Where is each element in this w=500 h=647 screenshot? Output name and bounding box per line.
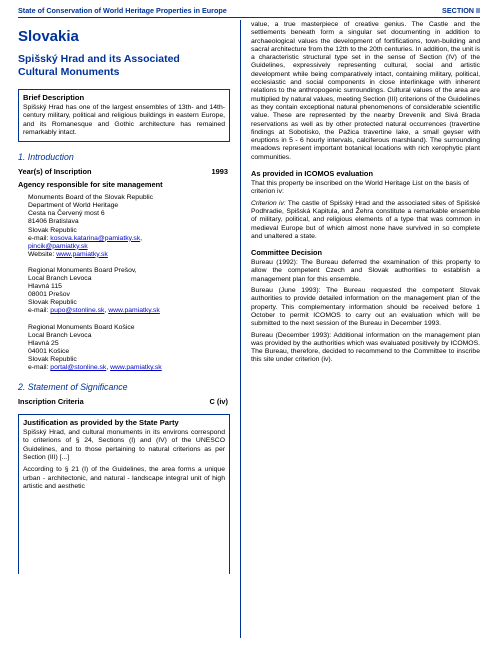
criterion-lead: Criterion iv: [251, 199, 286, 207]
address-line: Hlavná 115 [28, 283, 62, 291]
icomos-text-2 [251, 200, 480, 241]
address-line: Monuments Board of the Slovak Republic [28, 194, 154, 202]
agency-address-1 [28, 194, 230, 259]
separator: , [140, 234, 143, 242]
address-line: Hlavná 25 [28, 339, 59, 347]
address-line: Cesta na Červený most 6 [28, 210, 105, 218]
email-prefix: e-mail: [28, 363, 51, 371]
address-line: Slovak Republic [28, 299, 77, 307]
agency-address-2 [28, 267, 230, 316]
email-prefix: e-mail: [28, 234, 51, 242]
introduction-heading: 1. Introduction [18, 152, 74, 163]
email-line [28, 364, 230, 372]
justification-box [18, 414, 230, 574]
right-column [251, 21, 480, 368]
address-line: Local Branch Levoca [28, 331, 92, 339]
agency-address-3 [28, 324, 230, 373]
header-section: SECTION II [442, 6, 480, 15]
justification-text-2: According to § 21 (I) of the Guidelines, the area forms a unique urban - architectonic, and natural - landscape integral unit of high artistic and aesthetic [23, 466, 225, 490]
significance-heading: 2. Statement of Significance [18, 382, 128, 393]
site-title [18, 53, 230, 78]
website-prefix: Website: [28, 250, 57, 258]
address-line: 08001 Prešov [28, 291, 70, 299]
address-line: Slovak Republic [28, 355, 77, 363]
email-link[interactable]: portal@stonline.sk [50, 363, 107, 371]
address-line: Department of World Heritage [28, 202, 119, 210]
committee-text-2: Bureau (June 1993): The Bureau requested the competent Slovak authorities to provide detailed information on the management plan of the property. This complementary information should be received before 1 October to permit ICOMOS to carry out an evaluation which will be submitted to the next session of the Bureau in December 1993. [251, 287, 480, 328]
inscription-criteria-row [18, 397, 230, 406]
email-line [28, 235, 230, 243]
address-line: Regional Monuments Board Prešov, [28, 266, 137, 274]
brief-description-box [18, 89, 230, 142]
email-link[interactable]: kosova.katarina@pamiatky.sk [50, 234, 141, 242]
email-line [28, 307, 230, 315]
column-divider [240, 20, 241, 638]
justification-continued: value, a true masterpiece of creative genius. The Castle and the settlements beneath form a singular set documenting in addition to archaeological values the development of fortifications, town-building and sacral architecture from the 12th to the 20th centuries. In addition, the unit is a characteristic structural type set in the sense of Section (IV) of the Guidelines, expressively representing cultural, social and artistic development while being comparatively intact, containing military, political, ecclesiastic and social components in close interlinkage with inherent relations to the anthropogenic surroundings. Cultural values of the area are multiplied by natural values, meeting Section (III) criterions of the Guidelines as they contain exceptional natural phenomenons of considerable scientific value. These are represented by the nearby Dreveník and Sivá Brada reservations as well as by other protected natural occurrences (travertine findings at Sobotisko, the Pažica travertine lake, a small geyser with eruptions in 5 - 6 hourly intervals, calciferous marshland). The surrounding meadows represent important botanical locations with rich xerophytic plant communities. [251, 21, 480, 161]
inscription-criteria-value: C (iv) [209, 397, 228, 407]
justification-text-1: Spišský Hrad, and cultural monuments in its environs correspond to criterions of § 24, Sections (I) and (IV) of the UNESCO Guidelines, and to those pertaining to natural criterions as per Section (III) [...] [23, 429, 225, 461]
address-line: Regional Monuments Board Košice [28, 323, 135, 331]
brief-description-title: Brief Description [23, 93, 85, 102]
criterion-text: The castle of Spišský Hrad and the associated sites of Spišské Podhradie, Spišská Kapitula, and Žehra constitute a remarkable ensemble of military, political, and religious elements of a type that was common in medieval Europe but of which almost none have survived in so complete and unaltered a state. [251, 199, 480, 240]
country-title: Slovakia [18, 28, 79, 45]
address-line: Local Branch Levoca [28, 275, 92, 283]
website-line [28, 251, 230, 259]
separator: , [106, 363, 111, 371]
address-line: 81406 Bratislava [28, 218, 79, 226]
icomos-title: As provided in ICOMOS evaluation [251, 169, 373, 179]
separator: , [104, 307, 109, 315]
inscription-year-row [18, 167, 230, 176]
header-rule [18, 17, 480, 18]
inscription-year-value: 1993 [211, 167, 228, 177]
website-link[interactable]: www.pamiatky.sk [56, 250, 108, 258]
email-prefix: e-mail: [28, 307, 51, 315]
site-title-line2: Cultural Monuments [18, 65, 120, 78]
left-column [18, 24, 230, 574]
address-line: 04001 Košice [28, 347, 70, 355]
justification-title: Justification as provided by the State Party [23, 418, 179, 428]
icomos-text-1: That this property be inscribed on the World Heritage List on the basis of criterion iv: [251, 180, 469, 196]
site-title-line1: Spišský Hrad and its Associated [18, 53, 180, 65]
website-link[interactable]: www.pamiatky.sk [108, 307, 160, 315]
agency-label: Agency responsible for site management [18, 180, 163, 190]
email-link[interactable]: pupo@stonline.sk [50, 307, 105, 315]
committee-text-1: Bureau (1992): The Bureau deferred the examination of this property to allow the competent Czech and Slovak authorities to establish a management plan for this ensemble. [251, 259, 480, 283]
website-link[interactable]: www.pamiatky.sk [110, 363, 162, 371]
committee-title: Committee Decision [251, 248, 323, 258]
address-line: Slovak Republic [28, 226, 77, 234]
inscription-year-label: Year(s) of Inscription [18, 167, 92, 177]
committee-text-3: Bureau (December 1993): Additional information on the management plan was provided by the authorities which was evaluated positively by ICOMOS. The Bureau, therefore, decided to recommend to the Committee to inscribe this site under criterion (iv). [251, 331, 480, 364]
email-link[interactable]: pincik@pamiatky.sk [28, 242, 88, 250]
inscription-criteria-label: Inscription Criteria [18, 397, 84, 407]
header-title: State of Conservation of World Heritage Properties in Europe [18, 6, 227, 15]
email-line-2 [28, 243, 230, 251]
brief-description-text: Spišský Hrad has one of the largest ensembles of 13th- and 14th-century military, political and religious buildings in eastern Europe, and its Romanesque and Gothic architecture has remained remarkably intact. [23, 104, 225, 136]
